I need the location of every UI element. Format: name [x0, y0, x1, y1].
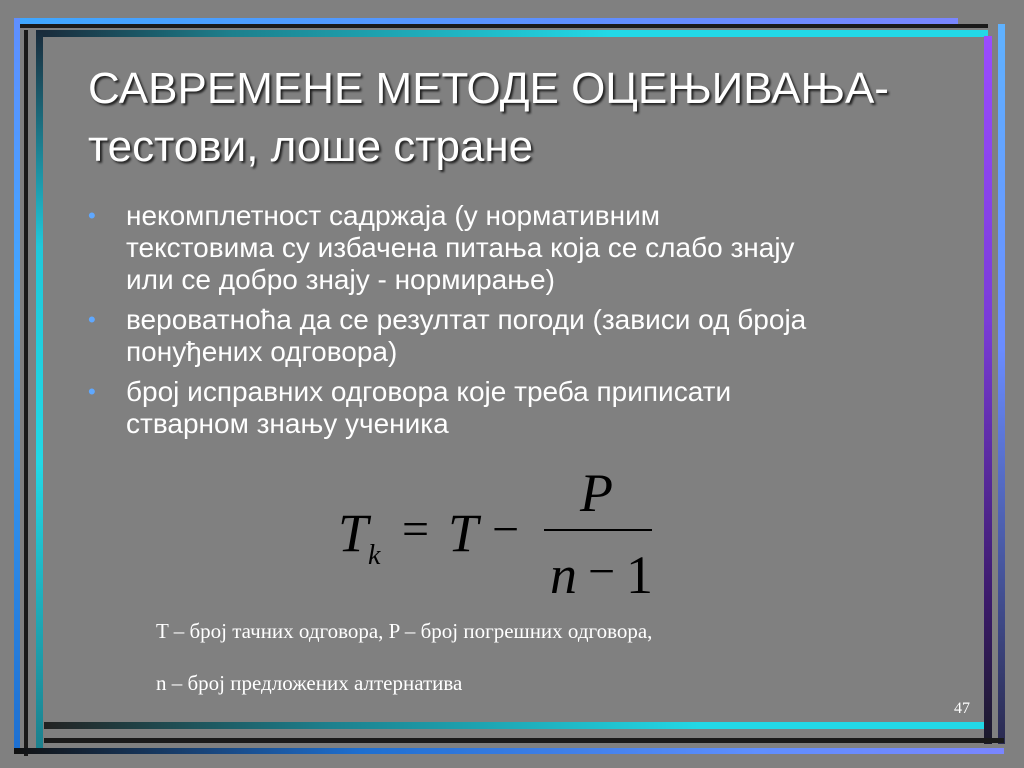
bullet-3-line-2: стварном знању ученика	[126, 408, 449, 439]
bullet-2-line-1: вероватноћа да се резултат погоди (зависи од броја	[126, 304, 807, 335]
title-line-2: тестови, лоше стране	[88, 122, 534, 171]
slide-title	[88, 60, 968, 176]
bullet-icon: •	[88, 379, 96, 404]
frame-bottom-dark-bar	[44, 738, 1004, 743]
frame-left-blue-bar	[14, 18, 20, 754]
frame-bottom-blue-bar	[14, 748, 1004, 754]
legend-note-2: n – број предложених алтернатива	[156, 671, 463, 695]
bullet-item-1	[88, 200, 968, 296]
formula-numerator: P	[580, 463, 613, 523]
bullet-item-3	[88, 376, 968, 440]
bullet-1-line-1: некомплетност садржаја (у нормативним	[126, 200, 660, 231]
formula	[336, 462, 666, 605]
frame-bottom-cyan-bar	[44, 722, 984, 729]
formula-lhs-subscript: k	[368, 540, 381, 571]
frame-left-cyan-bar	[36, 30, 43, 752]
title-line-1: САВРЕМЕНЕ МЕТОДЕ ОЦЕЊИВАЊА-	[88, 64, 889, 113]
formula-denominator-n: n	[550, 545, 577, 605]
formula-equals: =	[402, 503, 430, 556]
formula-denominator-one: 1	[626, 545, 653, 605]
legend-note-1: T – број тачних одговора, P – број погрешних одговора,	[156, 619, 653, 643]
formula-fraction-bar	[544, 529, 652, 531]
formula-denominator-minus: −	[588, 545, 616, 598]
bullet-2-line-2: понуђених одговора)	[126, 336, 398, 367]
frame-left-dark-bar	[24, 30, 28, 756]
bullet-3-line-1: број исправних одговора које треба приписати	[126, 376, 732, 407]
bullet-1-line-2: текстовима су избачена питања која се слабо знају	[126, 232, 795, 263]
slide-number: 47	[954, 700, 970, 717]
frame-top-dark-bar	[18, 24, 988, 28]
bullet-item-2	[88, 304, 968, 368]
bullet-icon: •	[88, 307, 96, 332]
formula-minus: −	[492, 503, 520, 556]
frame-top-cyan-bar	[40, 30, 988, 37]
frame-top-blue-bar	[18, 18, 958, 24]
formula-lhs-main: T	[338, 503, 369, 563]
bullet-1-line-3: или се добро знају - нормирање)	[126, 264, 555, 295]
bullet-list	[88, 200, 968, 448]
frame-right-blue-bar	[998, 24, 1005, 744]
bullet-icon: •	[88, 203, 96, 228]
formula-rhs-t: T	[448, 503, 479, 563]
frame-right-purple-bar	[984, 36, 992, 744]
